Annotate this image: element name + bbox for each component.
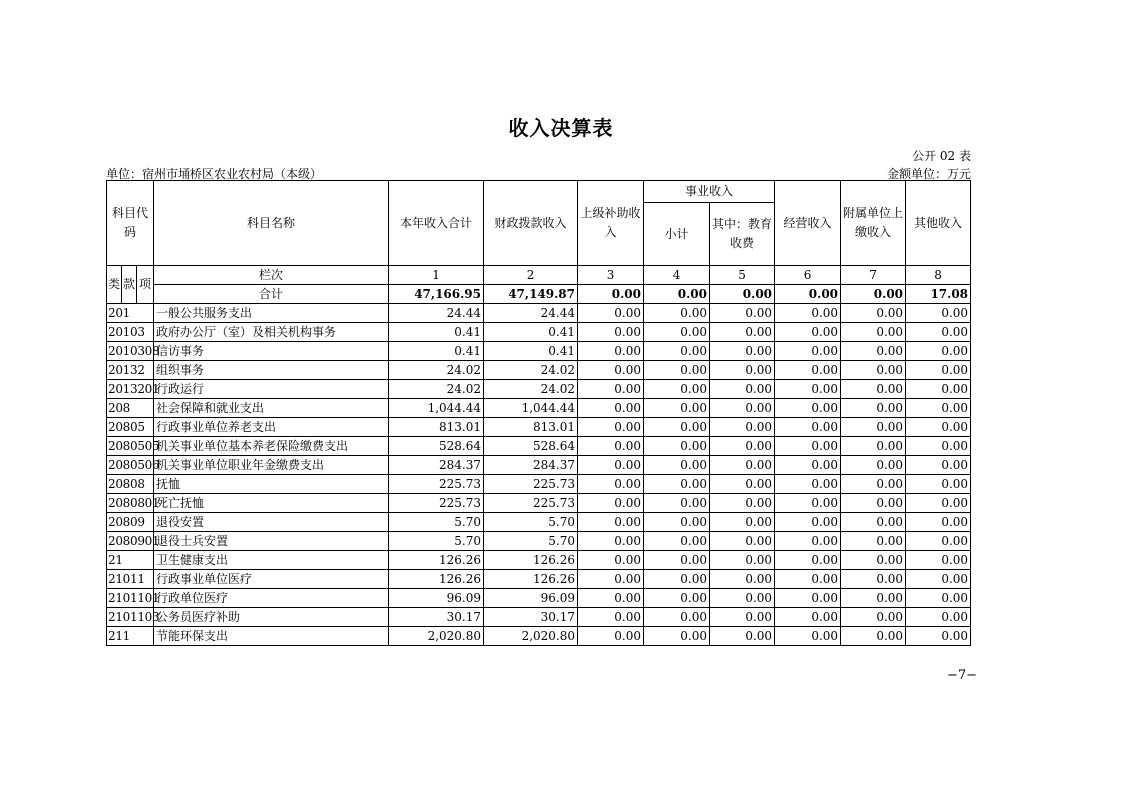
row-name: 死亡抚恤: [154, 494, 389, 513]
row-value: 0.00: [841, 589, 906, 608]
row-value: 0.00: [578, 627, 644, 646]
row-value: 0.00: [578, 437, 644, 456]
row-value: 0.00: [710, 551, 775, 570]
table-row: [107, 627, 971, 646]
currency-unit: 金额单位：万元: [886, 167, 971, 181]
row-name: 行政事业单位医疗: [154, 570, 389, 589]
row-value: 0.00: [906, 494, 971, 513]
row-value: 0.00: [841, 627, 906, 646]
row-value: 0.00: [775, 380, 841, 399]
row-value: 0.00: [775, 323, 841, 342]
row-value: 813.01: [389, 418, 484, 437]
row-name: 退役士兵安置: [154, 532, 389, 551]
row-value: 0.00: [841, 437, 906, 456]
row-value: 0.00: [578, 361, 644, 380]
col-num: 4: [644, 266, 710, 285]
row-value: 0.00: [644, 475, 710, 494]
total-value: 0.00: [775, 285, 841, 304]
row-name: 政府办公厅（室）及相关机构事务: [154, 323, 389, 342]
row-value: 0.00: [775, 399, 841, 418]
row-code: 21: [107, 551, 154, 570]
row-value: 126.26: [484, 570, 578, 589]
header-business-edu: 其中：教育收费: [710, 203, 775, 266]
row-value: 2,020.80: [389, 627, 484, 646]
row-value: 0.00: [775, 418, 841, 437]
row-value: 0.00: [710, 532, 775, 551]
row-name: 行政单位医疗: [154, 589, 389, 608]
row-value: 0.00: [644, 608, 710, 627]
table-row: [107, 456, 971, 475]
row-code: 20103: [107, 323, 154, 342]
row-value: 0.00: [906, 456, 971, 475]
row-value: 2,020.80: [484, 627, 578, 646]
row-value: 0.00: [906, 570, 971, 589]
row-value: 225.73: [484, 475, 578, 494]
row-value: 0.00: [775, 494, 841, 513]
row-value: 24.44: [389, 304, 484, 323]
row-value: 225.73: [389, 494, 484, 513]
row-code: 21011: [107, 570, 154, 589]
row-value: 24.02: [389, 361, 484, 380]
row-value: 0.00: [578, 323, 644, 342]
header-total: 本年收入合计: [389, 181, 484, 266]
form-number: 公开 02 表: [912, 149, 971, 163]
header-business-subtotal: 小计: [644, 203, 710, 266]
row-value: 96.09: [484, 589, 578, 608]
table-body: [107, 304, 971, 646]
row-value: 0.00: [644, 399, 710, 418]
row-value: 0.00: [710, 456, 775, 475]
row-value: 0.00: [775, 608, 841, 627]
row-value: 0.00: [906, 380, 971, 399]
row-code: 211: [107, 627, 154, 646]
col-num: 3: [578, 266, 644, 285]
row-value: 24.44: [484, 304, 578, 323]
row-value: 0.41: [389, 342, 484, 361]
row-value: 0.00: [644, 551, 710, 570]
header-name: 科目名称: [154, 181, 389, 266]
table-row: [107, 361, 971, 380]
row-value: 0.00: [644, 589, 710, 608]
row-value: 0.00: [906, 304, 971, 323]
row-value: 0.00: [775, 551, 841, 570]
row-name: 行政事业单位养老支出: [154, 418, 389, 437]
row-value: 5.70: [389, 513, 484, 532]
row-name: 组织事务: [154, 361, 389, 380]
row-value: 0.00: [644, 532, 710, 551]
reporting-unit: 单位：宿州市埇桥区农业农村局（本级）: [106, 167, 323, 181]
row-value: 0.00: [841, 399, 906, 418]
row-value: 0.00: [775, 627, 841, 646]
table-row: [107, 380, 971, 399]
row-value: 5.70: [389, 532, 484, 551]
row-value: 0.00: [644, 494, 710, 513]
total-value: 0.00: [710, 285, 775, 304]
table-row: [107, 608, 971, 627]
row-value: 284.37: [389, 456, 484, 475]
row-value: 0.41: [484, 342, 578, 361]
row-value: 0.00: [578, 513, 644, 532]
row-value: 24.02: [484, 361, 578, 380]
row-value: 24.02: [389, 380, 484, 399]
row-name: 行政运行: [154, 380, 389, 399]
row-value: 30.17: [484, 608, 578, 627]
row-value: 0.00: [775, 304, 841, 323]
row-value: 0.00: [841, 456, 906, 475]
row-name: 机关事业单位基本养老保险缴费支出: [154, 437, 389, 456]
row-value: 0.00: [775, 589, 841, 608]
row-value: 0.00: [841, 418, 906, 437]
total-value: 47,166.95: [389, 285, 484, 304]
row-value: 0.00: [906, 475, 971, 494]
row-value: 0.00: [578, 342, 644, 361]
row-value: 0.00: [644, 513, 710, 532]
table-row: [107, 418, 971, 437]
row-value: 24.02: [484, 380, 578, 399]
row-value: 0.00: [710, 589, 775, 608]
row-code: 2080901: [107, 532, 154, 551]
row-code: 208: [107, 399, 154, 418]
header-operating: 经营收入: [775, 181, 841, 266]
row-value: 0.00: [841, 361, 906, 380]
row-value: 0.00: [644, 342, 710, 361]
row-value: 813.01: [484, 418, 578, 437]
row-value: 0.00: [578, 494, 644, 513]
row-value: 0.00: [906, 418, 971, 437]
row-value: 0.00: [710, 437, 775, 456]
row-code: 2101101: [107, 589, 154, 608]
table-row: [107, 437, 971, 456]
row-value: 0.00: [775, 475, 841, 494]
row-value: 0.00: [906, 551, 971, 570]
row-value: 0.00: [710, 418, 775, 437]
row-code: 2080505: [107, 437, 154, 456]
row-value: 0.00: [710, 342, 775, 361]
row-value: 96.09: [389, 589, 484, 608]
table-row: [107, 342, 971, 361]
row-value: 0.00: [710, 304, 775, 323]
row-name: 一般公共服务支出: [154, 304, 389, 323]
row-value: 0.00: [775, 342, 841, 361]
row-value: 0.00: [841, 532, 906, 551]
page-number: −7−: [946, 668, 977, 683]
row-value: 30.17: [389, 608, 484, 627]
header-fiscal: 财政拨款收入: [484, 181, 578, 266]
row-value: 0.00: [906, 627, 971, 646]
row-value: 0.00: [578, 608, 644, 627]
row-value: 0.00: [710, 323, 775, 342]
row-value: 0.00: [906, 437, 971, 456]
row-value: 0.00: [841, 475, 906, 494]
row-value: 0.00: [710, 570, 775, 589]
row-value: 0.00: [578, 304, 644, 323]
row-value: 0.00: [841, 570, 906, 589]
income-table: [106, 180, 971, 646]
row-value: 0.00: [578, 475, 644, 494]
header-column-no: 栏次: [154, 266, 389, 285]
row-value: 0.00: [710, 627, 775, 646]
header-xiang: 项: [137, 266, 154, 304]
row-value: 0.00: [710, 399, 775, 418]
row-value: 0.00: [906, 323, 971, 342]
row-value: 225.73: [389, 475, 484, 494]
row-value: 0.00: [710, 475, 775, 494]
row-code: 2080801: [107, 494, 154, 513]
total-row: [107, 285, 971, 304]
header-business-group: 事业收入: [644, 181, 775, 203]
row-value: 0.00: [841, 380, 906, 399]
row-value: 0.41: [389, 323, 484, 342]
total-value: 0.00: [841, 285, 906, 304]
total-value: 47,149.87: [484, 285, 578, 304]
row-value: 0.00: [644, 456, 710, 475]
row-value: 0.00: [644, 418, 710, 437]
row-value: 0.00: [841, 323, 906, 342]
row-value: 528.64: [389, 437, 484, 456]
row-value: 0.00: [841, 304, 906, 323]
row-value: 0.00: [578, 399, 644, 418]
row-code: 2080506: [107, 456, 154, 475]
table-row: [107, 551, 971, 570]
row-value: 0.00: [906, 399, 971, 418]
row-value: 0.00: [710, 608, 775, 627]
row-value: 0.00: [906, 532, 971, 551]
table-header: [107, 181, 971, 304]
row-value: 0.00: [841, 494, 906, 513]
row-value: 0.00: [644, 361, 710, 380]
total-value: 17.08: [906, 285, 971, 304]
row-value: 0.00: [578, 418, 644, 437]
row-name: 公务员医疗补助: [154, 608, 389, 627]
row-name: 退役安置: [154, 513, 389, 532]
row-name: 机关事业单位职业年金缴费支出: [154, 456, 389, 475]
row-value: 0.00: [578, 589, 644, 608]
row-name: 抚恤: [154, 475, 389, 494]
row-value: 0.00: [906, 342, 971, 361]
row-value: 0.00: [841, 513, 906, 532]
table-row: [107, 589, 971, 608]
table-row: [107, 399, 971, 418]
header-code: 科目代码: [107, 181, 154, 266]
header-affiliated: 附属单位上缴收入: [841, 181, 906, 266]
row-value: 0.00: [775, 456, 841, 475]
row-value: 0.00: [775, 532, 841, 551]
row-value: 126.26: [389, 570, 484, 589]
row-value: 0.00: [841, 608, 906, 627]
row-value: 0.00: [644, 437, 710, 456]
page-title: 收入决算表: [508, 116, 614, 140]
row-value: 0.00: [906, 361, 971, 380]
row-code: 20805: [107, 418, 154, 437]
row-value: 0.00: [906, 608, 971, 627]
row-value: 225.73: [484, 494, 578, 513]
row-value: 0.00: [644, 323, 710, 342]
row-value: 0.00: [775, 437, 841, 456]
row-value: 0.00: [710, 494, 775, 513]
row-value: 0.00: [578, 551, 644, 570]
row-code: 2101103: [107, 608, 154, 627]
row-value: 126.26: [389, 551, 484, 570]
header-other: 其他收入: [906, 181, 971, 266]
total-value: 0.00: [644, 285, 710, 304]
header-superior: 上级补助收入: [578, 181, 644, 266]
row-value: 1,044.44: [389, 399, 484, 418]
col-num: 6: [775, 266, 841, 285]
row-value: 0.00: [644, 380, 710, 399]
table-row: [107, 323, 971, 342]
row-code: 20132: [107, 361, 154, 380]
row-value: 0.41: [484, 323, 578, 342]
table-row: [107, 532, 971, 551]
header-lei: 类: [107, 266, 122, 304]
row-value: 0.00: [906, 513, 971, 532]
row-value: 1,044.44: [484, 399, 578, 418]
row-name: 社会保障和就业支出: [154, 399, 389, 418]
table-row: [107, 513, 971, 532]
row-name: 信访事务: [154, 342, 389, 361]
total-value: 0.00: [578, 285, 644, 304]
header-kuan: 款: [122, 266, 137, 304]
row-value: 0.00: [775, 361, 841, 380]
row-value: 0.00: [906, 589, 971, 608]
row-code: 20809: [107, 513, 154, 532]
row-code: 2013201: [107, 380, 154, 399]
row-value: 0.00: [578, 380, 644, 399]
row-code: 201: [107, 304, 154, 323]
row-value: 0.00: [644, 570, 710, 589]
row-code: 20808: [107, 475, 154, 494]
row-value: 5.70: [484, 532, 578, 551]
col-num: 8: [906, 266, 971, 285]
row-value: 0.00: [578, 532, 644, 551]
row-value: 126.26: [484, 551, 578, 570]
row-value: 0.00: [775, 570, 841, 589]
row-value: 0.00: [644, 304, 710, 323]
row-value: 5.70: [484, 513, 578, 532]
row-value: 0.00: [710, 380, 775, 399]
row-value: 0.00: [710, 513, 775, 532]
total-label: 合计: [154, 285, 389, 304]
col-num: 7: [841, 266, 906, 285]
table-row: [107, 304, 971, 323]
row-value: 284.37: [484, 456, 578, 475]
row-value: 0.00: [841, 551, 906, 570]
row-value: 0.00: [578, 570, 644, 589]
row-value: 0.00: [775, 513, 841, 532]
col-num: 2: [484, 266, 578, 285]
table-row: [107, 475, 971, 494]
row-value: 0.00: [841, 342, 906, 361]
row-name: 节能环保支出: [154, 627, 389, 646]
table-row: [107, 570, 971, 589]
row-name: 卫生健康支出: [154, 551, 389, 570]
col-num: 1: [389, 266, 484, 285]
table-row: [107, 494, 971, 513]
row-value: 0.00: [644, 627, 710, 646]
col-num: 5: [710, 266, 775, 285]
row-value: 528.64: [484, 437, 578, 456]
row-code: 2010308: [107, 342, 154, 361]
row-value: 0.00: [710, 361, 775, 380]
row-value: 0.00: [578, 456, 644, 475]
